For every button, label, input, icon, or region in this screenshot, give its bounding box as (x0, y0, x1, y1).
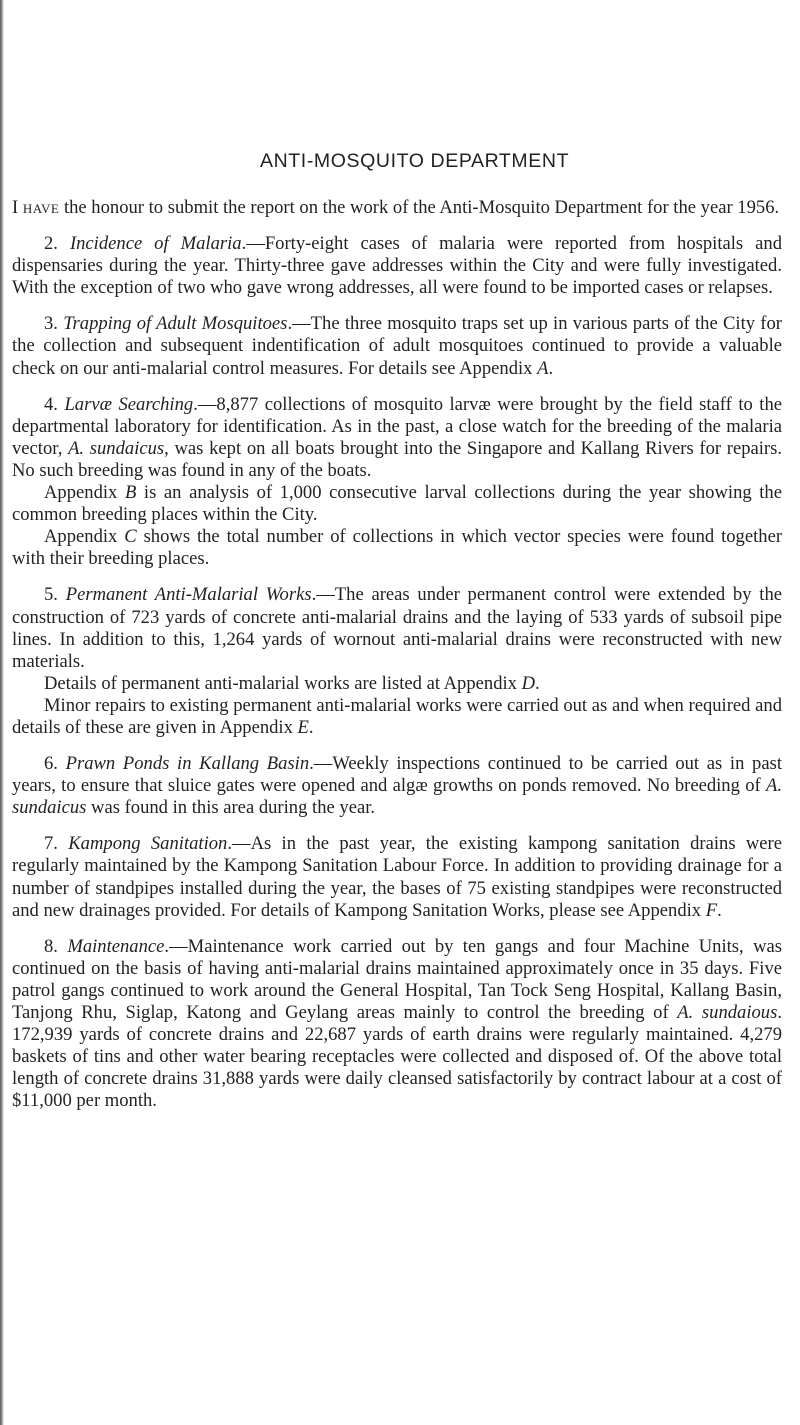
species-name: A. sundaicus (12, 775, 782, 819)
section-text: .—The three mosquito traps set up in various parts of the City for the collection and subsequent indentification of adult mosquitoes continued to provide a valuable check on our anti-malarial control measures. For details see Appendix (12, 313, 782, 379)
appendix-prefix: Appendix (44, 526, 125, 548)
sentence-end: . (535, 672, 540, 694)
section-text: .—Maintenance work carried out by ten gangs and four Machine Units, was continued on the basis of having anti-malarial drains maintained approximately once in 35 days. Five patrol gangs continued to work around the General Hospital, Tan Tock Seng Hospital, Kallang Basin, Tanjong Rhu, Siglap, Katong and Geylang areas mainly to control the breeding of (12, 935, 782, 1023)
section-text-cont: . 172,939 yards of concrete drains and 22,687 yards of earth drains were regularly maintained. 4,279 baskets of tins and other water bearing receptacles were collected and disposed of. Of the above total length of concrete drains 31,888 yards were daily cleansed satisfactorily by contract labour at a cost of $11,000 per month. (12, 1002, 782, 1112)
section-number: 7. (44, 833, 58, 855)
page-edge-shadow (0, 0, 4, 1425)
intro-text: the honour to submit the report on the work of the Anti-Mosquito Department for the year 1956. (59, 197, 780, 218)
section-4-appendix-b (12, 482, 782, 526)
section-text: is an analysis of 1,000 consecutive larval collections during the year showing the common breeding places within the City. (12, 482, 782, 526)
section-text: .—Weekly inspections continued to be carried out as in past years, to ensure that sluice gates were opened and algæ growths on ponds removed. No breeding of (12, 753, 782, 797)
section-heading: Incidence of Malaria (69, 233, 242, 255)
section-heading: Permanent Anti-Malarial Works (65, 584, 312, 606)
section-text: Details of permanent anti-malarial works are listed at Appendix (44, 672, 522, 694)
intro-smallcaps: have (22, 197, 60, 218)
appendix-ref: B (124, 482, 137, 504)
section-heading: Maintenance (67, 935, 165, 957)
sentence-end: . (548, 357, 554, 379)
species-name: A. sundaious (677, 1002, 778, 1023)
section-4-larvae (12, 394, 782, 482)
section-text: shows the total number of collections in which vector species were found together with their breeding places. (12, 526, 783, 570)
appendix-ref: D (521, 672, 536, 694)
section-text: .—8,877 collections of mosquito larvæ were brought by the field staff to the departmental laboratory for identification. As in the past, a close watch for the breeding of the malaria vector, (12, 393, 782, 459)
section-5-minor-repairs (12, 695, 782, 739)
section-heading: Prawn Ponds in Kallang Basin (65, 753, 310, 775)
document-page (12, 150, 782, 1112)
section-number: 8. (44, 935, 58, 957)
appendix-ref: C (124, 526, 137, 548)
section-5-permanent-works (12, 584, 782, 672)
section-number: 5. (44, 584, 58, 606)
section-text-cont: was found in this area during the year. (86, 797, 376, 819)
appendix-ref: F (705, 899, 718, 921)
section-6-prawn-ponds (12, 753, 782, 819)
sentence-end: . (308, 716, 314, 738)
sentence-end: . (717, 899, 722, 921)
section-text: Minor repairs to existing permanent anti-malarial works were carried out as and when required and details of these are given in Appendix (12, 694, 782, 738)
section-4-appendix-c (12, 526, 782, 570)
species-name: A. sundaicus (68, 437, 165, 459)
appendix-prefix: Appendix (44, 482, 125, 504)
section-heading: Larvæ Searching (64, 393, 194, 415)
section-number: 2. (44, 233, 58, 255)
section-5-details (12, 673, 782, 695)
section-number: 3. (44, 313, 58, 335)
section-8-maintenance (12, 936, 782, 1113)
section-3-trapping (12, 313, 782, 379)
section-2-incidence (12, 233, 782, 299)
appendix-ref: A (537, 357, 549, 379)
section-number: 6. (44, 753, 58, 775)
section-text: .—Forty-eight cases of malaria were reported from hospitals and dispensaries during the year. Thirty-three gave addresses within the City and were fully investigated. With the exception of two who gave wrong addresses, all were found to be imported cases or relapses. (12, 233, 782, 299)
section-text-cont: , was kept on all boats brought into the Singapore and Kallang Rivers for repairs. No such breeding was found in any of the boats. (12, 437, 782, 481)
intro-paragraph (12, 197, 782, 219)
section-heading: Kampong Sanitation (68, 833, 228, 855)
section-text: .—The areas under permanent control were extended by the construction of 723 yards of concrete anti-malarial drains and the laying of 533 yards of subsoil pipe lines. In addition to this, 1,264 yards of wornout anti-malarial drains were reconstructed with new materials. (12, 584, 782, 672)
section-7-kampong-sanitation (12, 833, 782, 921)
section-text: .—As in the past year, the existing kampong sanitation drains were regularly maintained by the Kampong Sanitation Labour Force. In addition to providing drainage for a number of standpipes installed during the year, the bases of 75 existing standpipes were reconstructed and new drainages provided. For details of Kampong Sanitation Works, please see Appendix (12, 833, 782, 921)
intro-lead: I (12, 197, 19, 218)
page-title: ANTI-MOSQUITO DEPARTMENT (260, 150, 570, 172)
section-number: 4. (44, 393, 58, 415)
section-heading: Trapping of Adult Mosquitoes (63, 313, 288, 335)
appendix-ref: E (297, 716, 309, 738)
